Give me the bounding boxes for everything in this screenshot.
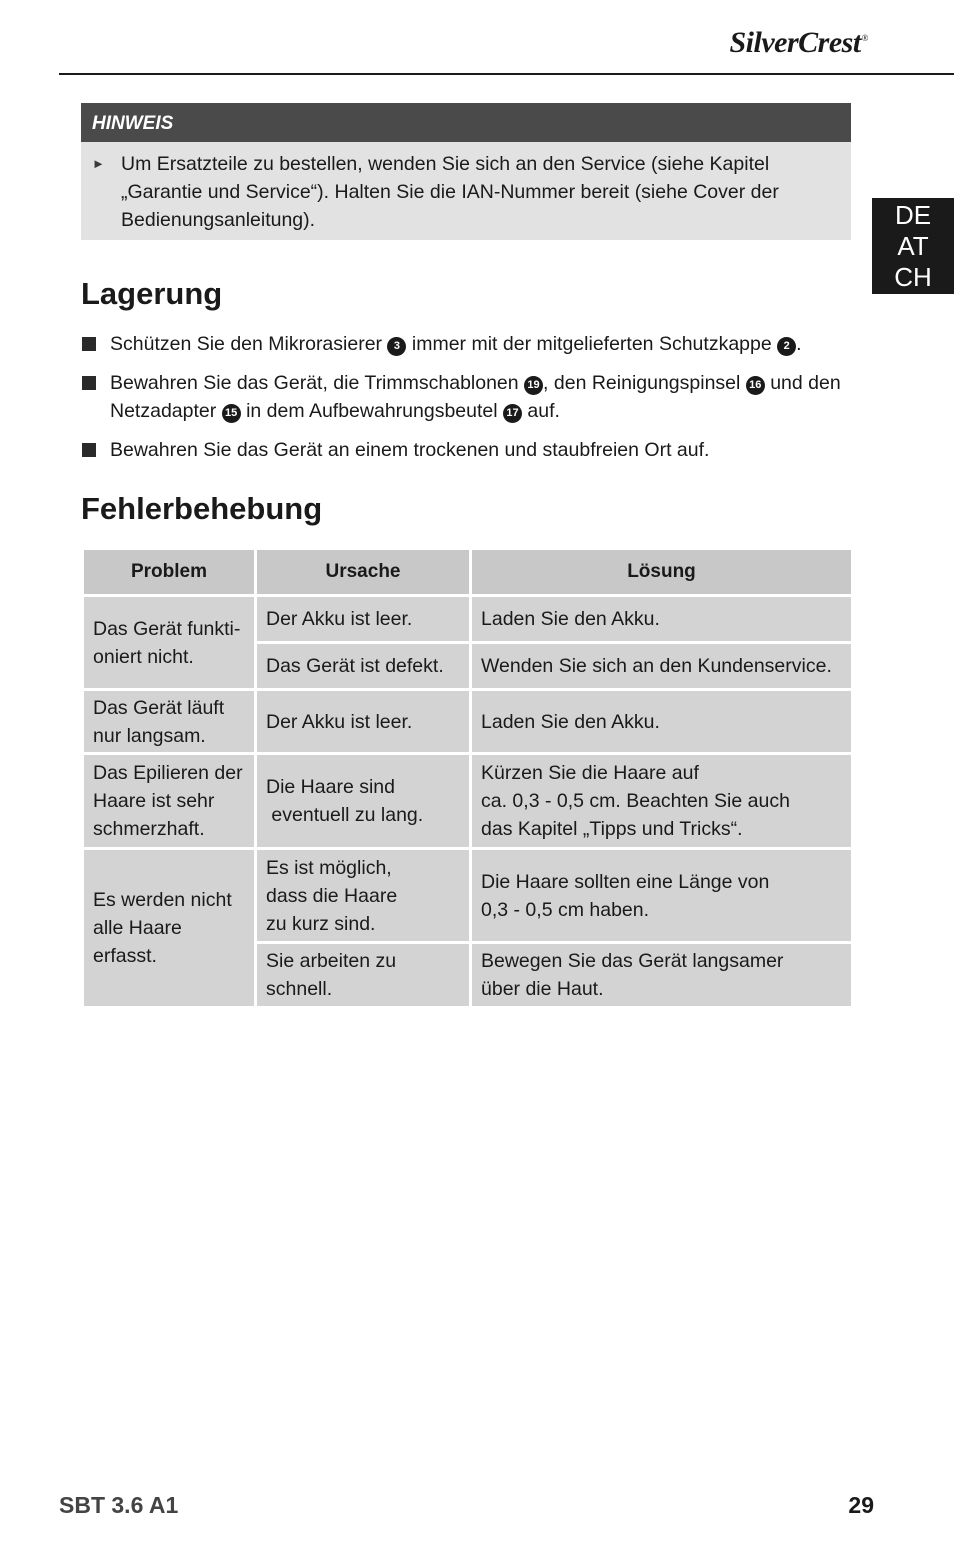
list-item-text: Schützen Sie den Mikrorasierer <box>110 333 388 355</box>
list-item-text: in dem Aufbewahrungsbeutel <box>240 400 504 422</box>
language-tab <box>872 198 954 294</box>
list-item-text: , den Reinigungspinsel <box>543 372 746 394</box>
page-number: 29 <box>848 1492 874 1518</box>
square-bullet-icon <box>82 443 96 457</box>
header-rule <box>59 73 954 75</box>
list-item-text: . <box>796 333 802 355</box>
section-heading-storage: Lagerung <box>81 276 223 311</box>
lang-de: DE <box>894 200 932 230</box>
arrow-bullet-icon: ► <box>92 156 105 171</box>
part-number-badge: 3 <box>387 337 406 356</box>
lang-ch: CH <box>894 262 932 292</box>
list-item-text: immer mit der mitgelieferten Schutzkappe <box>406 333 778 355</box>
list-item <box>81 369 851 425</box>
note-box <box>81 103 851 240</box>
note-text: Um Ersatzteile zu bestellen, wenden Sie sich an den Service (siehe Kapitel „Garantie und Service“). Halten Sie die IAN-Nummer bereit (siehe Cover der Bedienungsanleitung). <box>121 153 779 231</box>
list-item-text: auf. <box>522 400 560 422</box>
cause-cell: Es ist möglich, dass die Haare zu kurz sind. <box>256 849 471 943</box>
solution-cell: Kürzen Sie die Haare auf ca. 0,3 - 0,5 cm. Beachten Sie auch das Kapitel „Tipps und Tricks“. <box>471 754 853 849</box>
lang-at: AT <box>897 231 929 261</box>
cause-cell: Der Akku ist leer. <box>256 596 471 643</box>
solution-cell: Laden Sie den Akku. <box>471 690 853 754</box>
table-header-row <box>83 549 853 596</box>
list-item <box>81 436 851 464</box>
square-bullet-icon <box>82 337 96 351</box>
storage-list <box>81 330 851 475</box>
table-row <box>83 849 853 943</box>
cause-cell: Sie arbeiten zu schnell. <box>256 943 471 1008</box>
solution-cell: Bewegen Sie das Gerät langsamer über die Haut. <box>471 943 853 1008</box>
part-number-badge: 2 <box>777 337 796 356</box>
list-item-text: Bewahren Sie das Gerät an einem trockenen und staubfreien Ort auf. <box>110 439 710 461</box>
cause-cell: Der Akku ist leer. <box>256 690 471 754</box>
solution-cell: Laden Sie den Akku. <box>471 596 853 643</box>
problem-cell: Das Gerät läuft nur langsam. <box>83 690 256 754</box>
brand-logo: SilverCrest® <box>729 26 868 59</box>
troubleshooting-table <box>81 547 854 1009</box>
footer-model: SBT 3.6 A1 <box>59 1492 179 1518</box>
note-title: HINWEIS <box>81 103 851 142</box>
problem-cell: Das Epilieren der Haare ist sehr schmerzhaft. <box>83 754 256 849</box>
table-row <box>83 690 853 754</box>
column-header-solution: Lösung <box>471 549 853 596</box>
solution-cell: Die Haare sollten eine Länge von 0,3 - 0,5 cm haben. <box>471 849 853 943</box>
list-item-text: und den Netzadapter <box>110 372 841 422</box>
column-header-cause: Ursache <box>256 549 471 596</box>
solution-cell: Wenden Sie sich an den Kundenservice. <box>471 643 853 690</box>
section-heading-troubleshooting: Fehlerbehebung <box>81 491 323 526</box>
list-item <box>81 330 851 358</box>
part-number-badge: 19 <box>524 376 543 395</box>
cause-cell: Die Haare sind eventuell zu lang. <box>256 754 471 849</box>
problem-cell: Es werden nicht alle Haare erfasst. <box>83 849 256 1008</box>
part-number-badge: 15 <box>222 404 241 423</box>
table-row <box>83 596 853 643</box>
table-row <box>83 754 853 849</box>
part-number-badge: 16 <box>746 376 765 395</box>
square-bullet-icon <box>82 376 96 390</box>
note-body <box>81 142 851 240</box>
cause-cell: Das Gerät ist defekt. <box>256 643 471 690</box>
column-header-problem: Problem <box>83 549 256 596</box>
part-number-badge: 17 <box>503 404 522 423</box>
problem-cell: Das Gerät funkti- oniert nicht. <box>83 596 256 690</box>
list-item-text: Bewahren Sie das Gerät, die Trimmschablonen <box>110 372 525 394</box>
